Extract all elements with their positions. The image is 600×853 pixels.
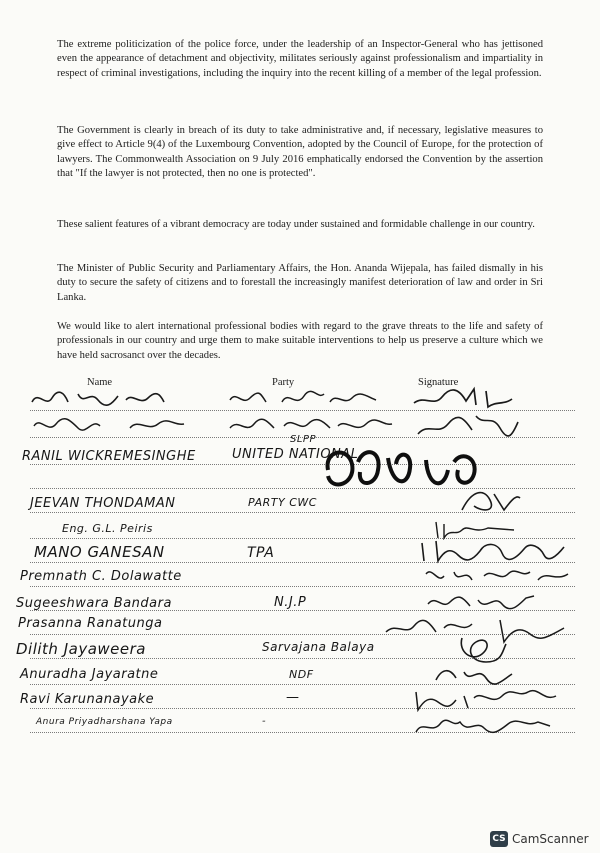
column-header-party: Party [272,377,295,388]
signature-mark [452,632,512,666]
handwritten-sinhala-party [226,386,386,410]
signatory-party: N.J.P [274,595,307,610]
paragraph-international-alert: We would like to alert international professional bodies with regard to the grave threats to the life and safety of professionals in our country and urge them to make suitable interventions to help us preserve a culture which we have held sacrosanct over the decades. [57,321,543,361]
signature-mark [408,383,518,411]
signature-mark [430,662,520,686]
signatory-name: JEEVAN THONDAMAN [30,496,176,511]
signatory-party: - [262,716,267,727]
camscanner-label: CamScanner [512,832,589,846]
signature-mark [422,564,572,590]
signatory-name: Sugeeshwara Bandara [16,596,172,611]
signatory-party: SLPP [290,434,316,445]
signatory-party: — [286,690,300,705]
signatory-party: NDF [289,668,314,681]
signature-mark [454,484,524,514]
paragraph-minister-failure: The Minister of Public Security and Parliamentary Affairs, the Hon. Ananda Wijepala, has failed dismally in his duty to secure the safety of citizens and to forestall the increasingly manifest deterioration of law and order in Sri Lanka. [57,263,543,303]
signatory-name: Prasanna Ranatunga [18,616,163,631]
handwritten-sinhala-name [28,386,168,410]
column-header-signature: Signature [418,377,459,388]
camscanner-logo-icon: CS [490,831,508,847]
paragraph-luxembourg-convention: The Government is clearly in breach of its duty to take administrative and, if necessary, legislative measures to give effect to Article 9(4) of the Luxembourg Convention, adopted by the Council of Europe, for the protection of lawyers. The Commonwealth Association on 9 July 2016 emphatically endorsed the Convention by the assertion that "If the lawyer is not protected, then no one is protected". [57,125,543,180]
signature-mark [422,590,542,614]
signatory-name: Ravi Karunanayake [20,692,155,707]
signatory-party: TPA [247,545,275,561]
signatory-party: Sarvajana Balaya [262,640,375,654]
signatory-name: Dilith Jayaweera [16,640,146,658]
signatory-name: RANIL WICKREMESINGHE [22,449,196,464]
paragraph-democracy-challenge: These salient features of a vibrant democracy are today under sustained and formidable challenge in our country. [57,219,535,230]
signatory-party: UNITED NATIONAL [232,447,359,462]
signatory-name: Eng. G.L. Peiris [62,522,153,535]
column-header-name: Name [87,377,113,388]
signature-mark [412,412,522,440]
handwritten-sinhala-name [30,414,190,436]
signature-mark [410,686,560,712]
signatory-name: Premnath C. Dolawatte [20,569,182,584]
signatory-name: Anura Priyadharshana Yapa [36,717,173,727]
signature-mark [414,537,574,565]
handwritten-sinhala-party [226,414,396,436]
signatory-name: MANO GANESAN [34,543,165,561]
signatory-name: Anuradha Jayaratne [20,667,159,682]
signature-mark [410,714,560,740]
paragraph-police-politicization: The extreme politicization of the police force, under the leadership of an Inspector-General who has jettisoned even the appearance of detachment and objectivity, militates seriously against professionalism and impartiality in respect of criminal investigations, including the inquiry into the recent killing of a member of the legal profession. [57,39,543,79]
row-divider [30,464,575,465]
signatory-party: PARTY CWC [248,496,317,509]
